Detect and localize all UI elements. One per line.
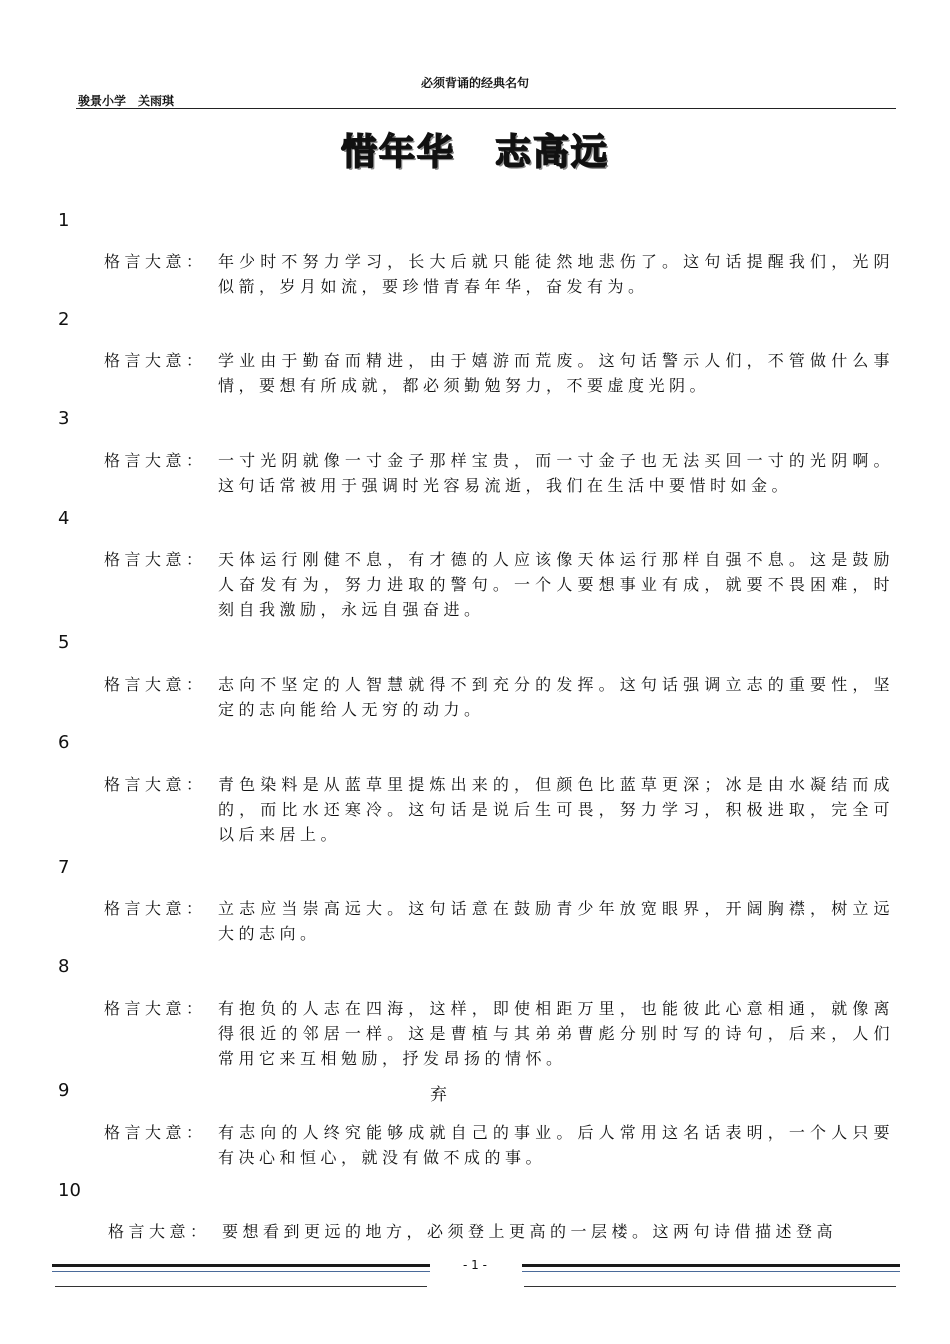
entry-3 [104,448,894,498]
entry-number: 8 [58,956,70,977]
page-title [0,124,950,175]
entry-number: 4 [58,508,70,529]
header-rule [76,108,896,109]
entry-text: 立志应当崇高远大。这句话意在鼓励青少年放宽眼界，开阔胸襟，树立远大的志向。 [218,899,894,943]
entry-4 [104,547,894,622]
footer-rule [55,1286,427,1287]
entry-number: 6 [58,732,70,753]
entry-text: 青色染料是从蓝草里提炼出来的，但颜色比蓝草更深；冰是由水凝结而成的，而比水还寒冷。这句话是说后生可畏，努力学习，积极进取，完全可以后来居上。 [218,775,894,844]
entry-1 [104,249,894,299]
entry-8 [104,996,894,1071]
entry-7 [104,896,894,946]
entry-text: 志向不坚定的人智慧就得不到充分的发挥。这句话强调立志的重要性，坚定的志向能给人无穷的动力。 [218,675,894,719]
page-title-part2: 志高远 [495,132,610,173]
page-title-part1: 惜年华 [340,132,455,173]
entry-number: 5 [58,632,70,653]
stray-character: 弃 [430,1085,447,1105]
entry-number: 1 [58,210,70,231]
entry-label: 格言大意： [104,1123,207,1142]
header-author: 骏景小学 关雨琪 [78,94,175,108]
entry-10 [108,1219,898,1244]
entry-number: 9 [58,1080,70,1101]
entry-label: 格言大意： [104,775,207,794]
entry-label: 格言大意： [104,351,207,370]
entry-text: 年少时不努力学习，长大后就只能徒然地悲伤了。这句话提醒我们，光阴似箭，岁月如流，要珍惜青春年华，奋发有为。 [218,252,894,296]
entry-number: 10 [58,1180,81,1201]
entry-number: 3 [58,408,70,429]
entry-label: 格言大意： [104,550,207,569]
header-title: 必须背诵的经典名句 [420,76,529,90]
entry-label: 格言大意： [104,451,207,470]
entry-text: 学业由于勤奋而精进，由于嬉游而荒废。这句话警示人们，不管做什么事情，要想有所成就，都必须勤勉努力，不要虚度光阴。 [218,351,894,395]
entry-5 [104,672,894,722]
entry-label: 格言大意： [108,1222,211,1241]
entry-number: 7 [58,857,70,878]
entry-label: 格言大意： [104,899,207,918]
entry-text: 有志向的人终究能够成就自己的事业。后人常用这名话表明，一个人只要有决心和恒心，就没有做不成的事。 [218,1123,894,1167]
entry-text: 有抱负的人志在四海，这样，即使相距万里，也能彼此心意相通，就像离得很近的邻居一样。这是曹植与其弟弟曹彪分别时写的诗句，后来，人们常用它来互相勉励，抒发昂扬的情怀。 [218,999,894,1068]
entry-6 [104,772,894,847]
entry-text: 天体运行刚健不息，有才德的人应该像天体运行那样自强不息。这是鼓励人奋发有为，努力进取的警句。一个人要想事业有成，就要不畏困难，时刻自我激励，永远自强奋进。 [218,550,894,619]
entry-number: 2 [58,309,70,330]
entry-text: 要想看到更远的地方，必须登上更高的一层楼。这两句诗借描述登高 [222,1222,838,1241]
entry-9 [104,1120,894,1170]
entry-label: 格言大意： [104,999,207,1018]
footer-rule [524,1286,896,1287]
entry-2 [104,348,894,398]
entry-label: 格言大意： [104,252,207,271]
entry-label: 格言大意： [104,675,207,694]
entry-text: 一寸光阴就像一寸金子那样宝贵，而一寸金子也无法买回一寸的光阴啊。这句话常被用于强调时光容易流逝，我们在生活中要惜时如金。 [218,451,894,495]
page-number: - 1 - [463,1258,487,1272]
